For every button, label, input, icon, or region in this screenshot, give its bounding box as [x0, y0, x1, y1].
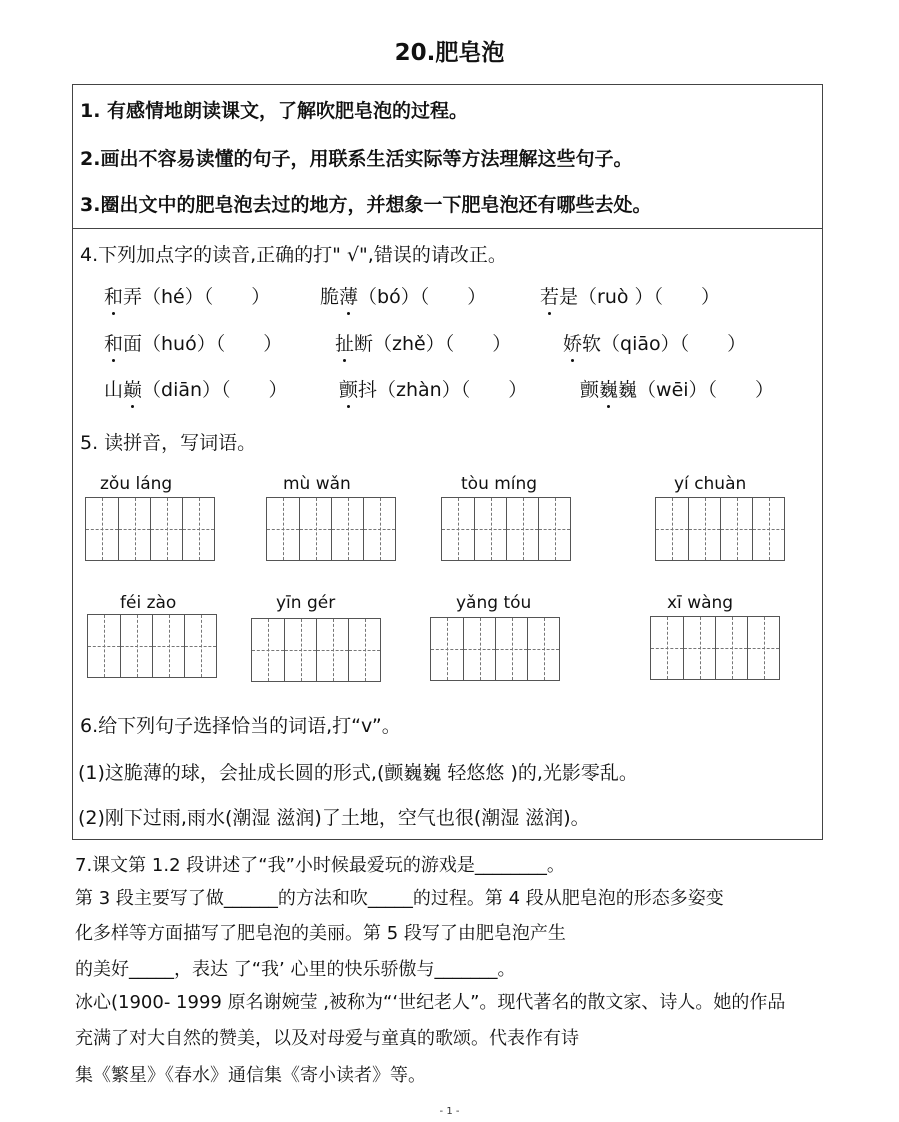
objective-1: 1. 有感情地朗读课文，了解吹肥皂泡的过程。 — [80, 100, 469, 122]
writing-grid[interactable] — [655, 497, 785, 561]
author-note-line: 充满了对大自然的赞美，以及对母爱与童真的歌颂。代表作有诗 — [75, 1028, 579, 1049]
objective-2: 2.画出不容易读懂的句子，用联系生活实际等方法理解这些句子。 — [80, 148, 633, 170]
q4-item — [320, 282, 486, 309]
q4-item-dotted-char: 和 — [104, 282, 123, 309]
grid-cell[interactable] — [152, 615, 184, 677]
author-note-line: 冰心(1900- 1999 原名谢婉莹 ,被称为“‘世纪老人”。现代著名的散文家、诗人。她的作品 — [75, 992, 786, 1013]
q5-heading: 5. 读拼音，写词语。 — [80, 432, 257, 454]
grid-cell[interactable] — [463, 618, 495, 680]
grid-cell[interactable] — [267, 498, 299, 560]
writing-grid[interactable] — [430, 617, 560, 681]
grid-cell[interactable] — [720, 498, 752, 560]
q7-line: 的美好_____，表达 了“我’ 心里的快乐骄傲与_______。 — [75, 959, 516, 980]
q4-item — [580, 375, 774, 402]
q4-item-post: 面（huó）（ ） — [123, 333, 283, 355]
grid-cell[interactable] — [715, 617, 747, 679]
grid-cell[interactable] — [363, 498, 395, 560]
q4-item-dotted-char: 巅 — [123, 375, 142, 402]
grid-cell[interactable] — [120, 615, 152, 677]
page-title: 20.肥皂泡 — [394, 40, 505, 66]
q4-item-dotted-char: 和 — [104, 329, 123, 356]
q4-item — [104, 282, 270, 309]
q4-item-post: （bó）（ ） — [358, 286, 487, 308]
q4-item — [104, 375, 288, 402]
writing-grid[interactable] — [266, 497, 396, 561]
grid-cell[interactable] — [252, 619, 284, 681]
pinyin-label: yí chuàn — [674, 474, 747, 494]
q7-line: 7.课文第 1.2 段讲述了“我”小时候最爱玩的游戏是________。 — [75, 855, 565, 876]
q7-line: 第 3 段主要写了做______的方法和吹_____的过程。第 4 段从肥皂泡的形态多姿变 — [75, 888, 724, 909]
grid-cell[interactable] — [683, 617, 715, 679]
q4-item-post: 是（ruò ）（ ） — [559, 286, 721, 308]
grid-cell[interactable] — [495, 618, 527, 680]
author-note-line: 集《繁星》《春水》通信集《寄小读者》等。 — [75, 1065, 426, 1086]
grid-cell[interactable] — [316, 619, 348, 681]
grid-cell[interactable] — [442, 498, 474, 560]
writing-grid[interactable] — [251, 618, 381, 682]
grid-cell[interactable] — [331, 498, 363, 560]
q4-item-pre: 脆 — [320, 286, 340, 308]
grid-cell[interactable] — [752, 498, 784, 560]
pinyin-label: tòu míng — [461, 474, 538, 494]
writing-grid[interactable] — [87, 614, 217, 678]
q7-line: 化多样等方面描写了肥皂泡的美丽。第 5 段写了由肥皂泡产生 — [75, 923, 566, 944]
pinyin-label: féi zào — [120, 593, 177, 613]
grid-cell[interactable] — [88, 615, 120, 677]
objective-3: 3.圈出文中的肥皂泡去过的地方，并想象一下肥皂泡还有哪些去处。 — [80, 194, 652, 216]
q4-item — [339, 375, 527, 402]
q4-item-post: 软（qiāo）（ ） — [582, 333, 747, 355]
q4-item-dotted-char: 娇 — [563, 329, 582, 356]
q4-item-pre: 颤 — [580, 379, 600, 401]
q4-item-post: 抖（zhàn）（ ） — [358, 379, 528, 401]
grid-cell[interactable] — [348, 619, 380, 681]
q4-item — [563, 329, 746, 356]
grid-cell[interactable] — [651, 617, 683, 679]
q4-item-dotted-char: 颤 — [339, 375, 358, 402]
q4-item-dotted-char: 扯 — [335, 329, 354, 356]
grid-cell[interactable] — [184, 615, 216, 677]
pinyin-label: zǒu láng — [100, 474, 173, 494]
writing-grid[interactable] — [441, 497, 571, 561]
grid-cell[interactable] — [150, 498, 182, 560]
q4-heading: 4.下列加点字的读音,正确的打" √",错误的请改正。 — [80, 244, 507, 266]
pinyin-label: xī wàng — [667, 593, 734, 613]
q6-sentence-1: (1)这脆薄的球，会扯成长圆的形式,(颤巍巍 轻悠悠 )的,光影零乱。 — [78, 762, 638, 784]
q4-item-post: 弄（hé）（ ） — [123, 286, 271, 308]
q4-item-post: （diān）（ ） — [142, 379, 288, 401]
grid-cell[interactable] — [527, 618, 559, 680]
q4-item-post: 断（zhě）（ ） — [354, 333, 512, 355]
grid-cell[interactable] — [299, 498, 331, 560]
grid-cell[interactable] — [118, 498, 150, 560]
q4-item-dotted-char: 薄 — [339, 282, 358, 309]
grid-cell[interactable] — [747, 617, 779, 679]
grid-cell[interactable] — [538, 498, 570, 560]
grid-cell[interactable] — [431, 618, 463, 680]
q4-item-pre: 山 — [104, 379, 124, 401]
grid-cell[interactable] — [474, 498, 506, 560]
grid-cell[interactable] — [182, 498, 214, 560]
q4-item-dotted-char: 巍 — [599, 375, 618, 402]
q4-item — [104, 329, 282, 356]
pinyin-label: yǎng tóu — [456, 593, 532, 613]
grid-cell[interactable] — [688, 498, 720, 560]
grid-cell[interactable] — [284, 619, 316, 681]
q4-item-dotted-char: 若 — [540, 282, 559, 309]
q6-sentence-2: (2)刚下过雨,雨水(潮湿 滋润)了土地，空气也很(潮湿 滋润)。 — [78, 807, 590, 829]
pinyin-label: yīn gér — [276, 593, 336, 613]
grid-cell[interactable] — [86, 498, 118, 560]
q4-item — [540, 282, 720, 309]
writing-grid[interactable] — [650, 616, 780, 680]
grid-cell[interactable] — [656, 498, 688, 560]
writing-grid[interactable] — [85, 497, 215, 561]
grid-cell[interactable] — [506, 498, 538, 560]
q4-item — [335, 329, 511, 356]
page-number: - 1 - — [439, 1106, 460, 1117]
q4-item-post: 巍（wēi）（ ） — [618, 379, 775, 401]
pinyin-label: mù wǎn — [283, 474, 351, 494]
q6-heading: 6.给下列句子选择恰当的词语,打“v”。 — [80, 715, 401, 737]
